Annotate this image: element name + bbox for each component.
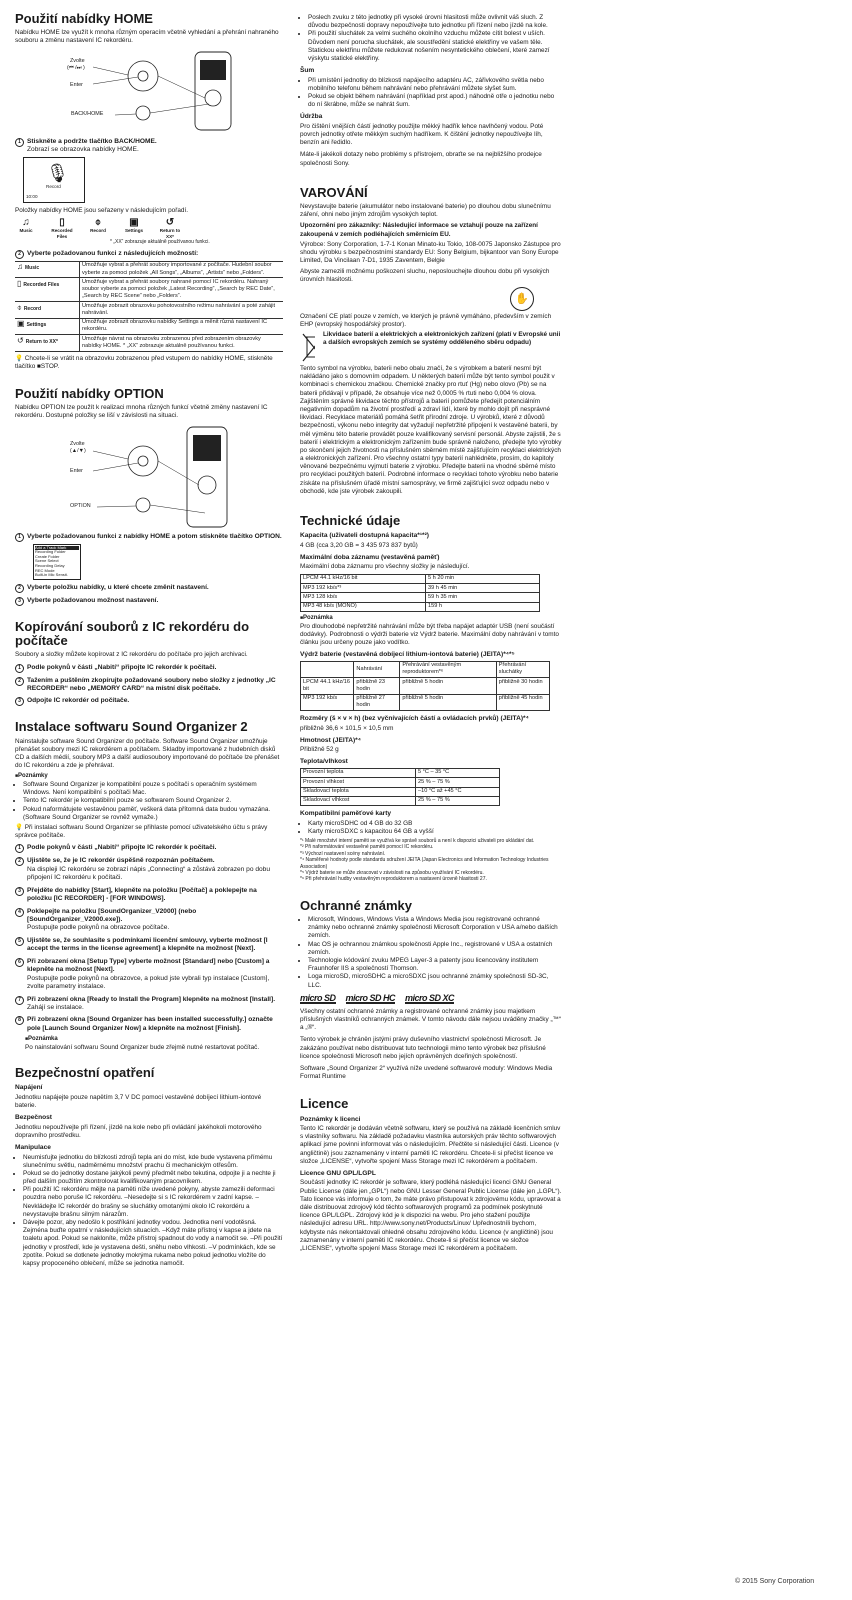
capacity-heading: Kapacita (uživateli dostupná kapacita*¹*²) (300, 532, 429, 540)
option-menu-item: REC Mode (35, 567, 55, 573)
copy-intro: Soubory a složky můžete kopírovat z IC rekordéru do počítače pro jejich archivaci. (15, 651, 248, 659)
software-step-sub: Zahájí se instalace. (27, 1003, 84, 1011)
document-icon: ▯ (17, 278, 22, 288)
battery-table-cell: přibližně 5 hodin (400, 678, 496, 695)
microsd-logos (300, 994, 562, 1004)
home-table-function-name: Settings (26, 322, 47, 329)
capacity-value: 4 GB (cca 3,20 GB = 3 435 973 837 bytů) (300, 541, 418, 549)
card-item: • Karty microSDXC s kapacitou 64 GB a vyšší (308, 828, 562, 836)
handling-item: • Neumisťujte jednotku do blízkosti zdrojů tepla ani do míst, kde bude vystavena přímému slunečnímu světlu, nadměrnému množství prachu či mechanickým otřesům. (23, 1154, 283, 1170)
fig-label-back-home: BACK/HOME (71, 110, 104, 117)
home-screen-display (23, 157, 85, 203)
microphone-icon: ⌽ (17, 302, 22, 312)
microsdxc-logo: micro SD XC (405, 992, 455, 1003)
home-order-text: Položky nabídky HOME jsou seřazeny v následujícím pořadí. (15, 206, 188, 214)
trademarks-p2: Tento výrobek je chráněn jistými právy duševního vlastnictví společnosti Microsoft. Je zakázáno používat nebo distribuovat tuto technologii mimo tento výrobek bez příslušné licence společnosti Microsoft nebo jejích oprávněných dceřiných společností. (300, 1036, 546, 1060)
software-note-item: • Software Sound Organizer je kompatibilní pouze s počítači s operačním systémem Windows. Není kompatibilní s počítači Mac. (23, 781, 283, 797)
weee-block (300, 331, 562, 365)
home-table-row (15, 261, 283, 278)
home-icon-note: * „XX“ zobrazuje aktuálně používanou funkci. (110, 239, 210, 246)
software-notes-title: ■ Poznámky (15, 773, 283, 781)
home-table-function-cell (15, 278, 80, 302)
home-table-row (15, 335, 283, 352)
software-step (15, 937, 283, 954)
software-step-text (27, 844, 216, 853)
option-device-illustration (15, 423, 283, 529)
software-step-sub: Na displeji IC rekordéru se zobrazí nápis „Connecting“ a zůstává zobrazen po dobu připojení IC rekordéru k počítači. (27, 865, 271, 882)
return-icon: ↺ (165, 216, 175, 228)
home-step-1 (15, 138, 283, 155)
music-icon: ♫ (17, 262, 23, 272)
home-table-function-cell (15, 335, 80, 352)
rec-table-cell: MP3 128 kb/s (301, 593, 426, 602)
home-table-row (15, 278, 283, 302)
handling-list (15, 1154, 283, 1269)
safety-title: Bezpečnostní opatření (15, 1065, 155, 1081)
home-step-2: 2 Vyberte požadovanou funkci z následujících možností: (15, 250, 283, 259)
software-steps (15, 844, 283, 1033)
home-table-function-desc: Umožňuje zobrazit obrazovku pohotovostního režimu nahrávání a poté zahájit nahrávání. (80, 302, 284, 319)
handling-heading: Manipulace (15, 1144, 51, 1152)
microphone-icon: 🎙 (46, 162, 69, 183)
maintenance-text: Pro čištění vnějších částí jednotky použijte měkký hadřík lehce navlhčený vodou. Poté povrch jednotky otřete měkkým suchým hadříkem. K čištění jednotky nepoužívejte líh, benzín ani ředidlo. (300, 122, 544, 147)
software-step-text (27, 958, 283, 992)
left-column (15, 0, 283, 1270)
noise-list (300, 77, 562, 110)
copy-step-2: 2 Tažením a puštěním zkopírujte požadované soubory nebo složky z jednotky „IC RECORDER“ nebo „MEMORY CARD“ na místní disk počítače. (15, 677, 283, 694)
battery-header-cell (301, 661, 354, 678)
temperature-table-row (301, 768, 500, 777)
software-step-title: Ujistěte se, že je IC rekordér úspěšně rozpoznán počítačem. (27, 857, 215, 865)
option-fig-label-enter: Enter (70, 467, 83, 474)
weee-heading: Likvidace baterií a elektrických a elektronických zařízení (platí v Evropské unii a dalších evropských zemích se systémy odděleného sběru odpadu) (322, 331, 561, 347)
option-fig-label-select: Zvolte (70, 440, 85, 447)
rec-table-cell: MP3 48 kb/s (MONO) (301, 602, 426, 611)
step-number: 4 (15, 908, 24, 917)
rec-table-cell: 39 h 45 min (426, 583, 540, 592)
battery-table-cell: LPCM 44.1 kHz/16 bit (301, 678, 354, 695)
software-intro: Nainstalujte software Sound Organizer do počítače. Software Sound Organizer umožňuje přenášet soubory mezi IC rekordérem a počítačem. Skladby importované z hudebních disků CD a dalších médií, soubory MP3 a další audiosoubory importované do počítače lze přenášet do IC rekordéru a zde je přehrávat. (15, 737, 280, 770)
home-table-function-name: Recorded Files (23, 281, 60, 288)
specs-section (300, 514, 562, 883)
battery-table-row (301, 694, 550, 711)
home-table-function-name: Return to XX* (25, 338, 58, 345)
tip-icon: 💡 (15, 354, 23, 362)
rec-table-row (301, 574, 540, 583)
home-device-illustration (15, 48, 283, 132)
software-step (15, 844, 283, 853)
battery-table-cell: přibližně 23 hodin (354, 678, 400, 695)
return-icon: ↺ (17, 335, 24, 345)
hearing-warning-icon: ✋ (510, 287, 534, 311)
option-menu-item: Create Folder (35, 553, 60, 559)
licence-text-1: Tento IC rekordér je dodáván včetně softwaru, který se používá na základě licenčních smluv s vlastníky softwaru. Na základě požadavku vlastníka autorských práv těchto softwarových aplikací jsme povinni informovat vás o následujícím. Přečtěte si následující části. Licence (v angličtině) jsou zaznamenány v interní paměti IC rekordéru. Chcete-li si přečíst licence ve složce „LICENSE“, vytvořte spojení Mass Storage mezi IC rekordérem a počítačem. (300, 1125, 561, 1165)
microsd-logo: micro SD (300, 992, 336, 1003)
option-menu-item: Add a Track Mark (35, 546, 79, 551)
rec-table-cell: 159 h (426, 602, 540, 611)
rec-table-row (301, 583, 540, 592)
option-title: Použití nabídky OPTION (15, 385, 164, 401)
option-step-1: 1 Vyberte požadovanou funkci z nabídky HOME a potom stiskněte tlačítko OPTION. (15, 533, 283, 542)
specs-note-title: ■ Poznámka (300, 615, 562, 623)
rec-time-sub: Maximální doba záznamu pro všechny složky je následující. (300, 563, 470, 571)
handling-item: • Při použití IC rekordéru mějte na paměti níže uvedené pokyny, abyste zamezili deformaci pouzdra nebo poruše IC rekordéru. –Nesedejte si s IC rekordérem v zadní kapse. –Nevkládejte IC rekordér do brašny se sluchátky omotanými okolo IC rekordéru a nevystavujte brašnu silným nárazům. (23, 1186, 283, 1219)
software-step (15, 958, 283, 992)
specs-footnotes (300, 838, 562, 883)
screen-record-label: Record (46, 183, 61, 189)
software-step (15, 1016, 283, 1033)
specs-title: Technické údaje (300, 513, 401, 529)
rec-time-table (300, 574, 540, 612)
battery-table (300, 661, 550, 712)
trademark-item: • Mac OS je ochrannou známkou společnosti Apple Inc., registrované v USA a ostatních zemích. (308, 941, 562, 957)
noise-heading: Šum (300, 67, 315, 75)
safety-text: Jednotku nepoužívejte při řízení, jízdě na kole nebo při ovládání jakéhokoli motorového dopravního prostředku. (15, 1123, 262, 1139)
trademark-item: • Technologie kódování zvuku MPEG Layer-3 a patenty jsou licencovány institutem Fraunhofer IIS a společností Thomson. (308, 957, 562, 973)
software-note-item: • Tento IC rekordér je kompatibilní pouze se softwarem Sound Organizer 2. (23, 797, 283, 805)
temperature-table (300, 768, 500, 806)
option-menu-item: Scene Select (35, 558, 59, 564)
software-step-text (27, 1016, 283, 1033)
temperature-heading: Teplota/vlhkost (300, 758, 348, 766)
copyright-footer: © 2015 Sony Corporation (735, 1578, 815, 1585)
licence-section (300, 1097, 562, 1253)
option-step1-text: Vyberte požadovanou funkci z nabídky HOME a potom stiskněte tlačítko OPTION. (27, 532, 282, 540)
software-title: Instalace softwaru Sound Organizer 2 (15, 719, 248, 735)
home-table-function-name: Record (23, 305, 42, 312)
home-icon-settings: ▣ Settings (124, 216, 144, 233)
rec-table-row (301, 593, 540, 602)
trademarks-p1: Všechny ostatní ochranné známky a registrované ochranné známky jsou majetkem příslušných vlastníků ochranných známek. V tomto návodu dále nejsou uváděny značky „™“ a „®“. (300, 1007, 562, 1032)
temperature-table-row (301, 778, 500, 787)
software-note-item: • Pokud naformátujete vestavěnou paměť, veškerá data přítomná data budou vymazána. (Software Sound Organizer se rovněž vymaže.) (23, 806, 283, 822)
noise-item: • Při umístění jednotky do blízkosti napájecího adaptéru AC, zářivkového světla nebo mobilního telefonu během nahrávání nebo přehrávání můžete slyšet šum. (308, 77, 562, 93)
software-step-text (27, 908, 283, 933)
temperature-table-row (301, 787, 500, 796)
software-tip: 💡 Při instalaci softwaru Sound Organizer se přihlaste pomocí uživatelského účtu s právy správce počítače. (15, 824, 268, 840)
warning-title: VAROVÁNÍ (300, 184, 368, 200)
home-step1-text: Stiskněte a podržte tlačítko BACK/HOME. (27, 137, 157, 145)
specs-footnote: *³ Výchozí nastavení scény nahrávání. (300, 850, 386, 857)
crossed-bin-icon (300, 331, 315, 365)
option-step-2: 2 Vyberte položku nabídky, u které chcete změnit nastavení. (15, 584, 283, 593)
battery-header-cell: Nahrávání (354, 661, 400, 678)
software-step-sub: Postupujte podle pokynů na obrazovce, a pokud jste vybrali typ instalace [Custom], zvolte parametry instalace. (27, 974, 270, 991)
licence-text-2: Součástí jednotky IC rekordér je software, který podléhá následující licenci GNU General Public License (dále jen „GPL“) nebo GNU Lesser General Public License (dále jen „LGPL“). Tato licence vás informuje o tom, že máte právo přistupovat k zdrojovému kódu, upravovat a dále distribuovat zdrojový kód těchto softwarových programů za podmínek poskytnuté licence GPL/LGPL. Zdrojový kód je k dispozici na webu. Pro jeho stažení použijte následující adresu URL. http://www.sony.net/Products/Linux/ Upřednostníli bychom, kdybyste nás nekontaktovali ohledně obsahu zdrojového kódu. Licence (v angličtině) jsou zaznamenány v interní paměti IC rekordéru. Chcete-li si přečíst licence ve složce „LICENSE“, vytvořte spojení Mass Storage mezi IC rekordérem a počítačem. (300, 1179, 562, 1252)
home-icon-return: ↺ Return to XX* (159, 216, 181, 239)
rec-table-cell: 5 h 20 min (426, 574, 540, 583)
step-number: 2 (15, 857, 24, 866)
licence-heading-1: Poznámky k licenci (300, 1115, 361, 1123)
toolbox-icon: ▣ (129, 216, 139, 228)
software-notes-list (15, 781, 283, 822)
maintenance-heading: Údržba (300, 113, 323, 121)
specs-footnote: *² Při naformátování vestavěné paměti pomocí IC rekordéru. (300, 844, 434, 851)
rec-table-row (301, 602, 540, 611)
temperature-table-cell: Provozní teplota (301, 768, 416, 777)
home-title: Použití nabídky HOME (15, 11, 153, 26)
rec-time-heading: Maximální doba záznamu (vestavěná paměť) (300, 553, 440, 561)
safety-continued-item: • Poslech zvuku z této jednotky při vysoké úrovni hlasitosti může ovlivnit váš sluch. Z důvodu bezpečnosti dopravy nepoužívejte tuto jednotku při řízení nebo jízdě na kole. (308, 14, 562, 30)
home-table-function-cell (15, 261, 80, 278)
step-number: 5 (15, 937, 24, 946)
software-step-title: Poklepejte na položku [SoundOrganizer_V2000] (nebo [SoundOrganizer_V2000.exe]). (27, 907, 197, 924)
battery-table-cell: přibližně 5 hodin (400, 694, 496, 711)
software-step-text (27, 887, 283, 904)
microsdhc-logo: micro SD HC (345, 992, 396, 1003)
home-section (15, 12, 283, 371)
copy-step-3: 3 Odpojte IC rekordér od počítače. (15, 697, 283, 706)
battery-table-cell: přibližně 45 hodin (496, 694, 549, 711)
cards-heading: Kompatibilní paměťové karty (300, 810, 392, 818)
warning-section (300, 186, 562, 496)
weee-text: Tento symbol na výrobku, baterii nebo obalu značí, že s výrobkem a baterií nesmí být nakládáno jako s domovním odpadem. U některých baterií může být tento symbol použit v kombinaci s chemickou značkou. Chemické značky pro rtuť (Hg) nebo olovo (Pb) se na baterii přidávají v případě, že obsahuje více než 0,0005 % rtuti nebo 0,004 % olova. Zajištěním správné likvidace těchto přístrojů a baterií pomůžete předejít potenciálním negativním dopadům na životní prostředí a zdraví lidí, které by mohlo dojít při nesprávné likvidaci. Recyklace materiálů pomáhá šetřit přírodní zdroje. U výrobků, které z důvodů bezpečnosti, výkonu nebo integrity dat vyžadují nepřetržité připojení k vestavěné baterii, by měl výměnu této baterie provádět pouze kvalifikovaný servisní personál. Abyste zajistili, že s baterií i elektrickým a elektronickým zařízením bude správně naloženo, předejte tyto výrobky po skončení jejich životnosti na příslušném sběrném místě zajišťujícím recyklaci elektrických a elektronických zařízení. Pro všechny ostatní typy baterií nahlédněte, prosím, do kapitoly věnované bezpečnému vyjmutí baterie z výrobku. Předejte baterii na vhodné sběrné místo pro recyklaci použitých baterií. Podrobné informace o recyklaci tohoto výrobku nebo baterie získáte na příslušném úřadě místní samosprávy, ve firmě zajišťující svoz odpadu nebo v obchodě, kde jste výrobek zakoupili. (300, 365, 562, 495)
trademarks-title: Ochranné známky (300, 897, 412, 913)
weight-value: Přibližně 52 g (300, 746, 339, 754)
home-icon-record: ⌽ Record (90, 216, 106, 233)
tip-icon: 💡 (15, 824, 23, 832)
temperature-table-cell: 25 % – 75 % (416, 796, 500, 805)
software-final-note-title: ■ Poznámka (25, 1036, 283, 1044)
safety-heading: Bezpečnost (15, 1114, 53, 1122)
software-step-title: Při zobrazení okna [Sound Organizer has been installed successfully.] označte pole [Launch Sound Organizer Now] a klepněte na možnost [Finish]. (27, 1016, 273, 1032)
fig-label-enter: Enter (70, 81, 83, 88)
specs-footnote: *¹ Malé množství interní paměti se využívá ke správě souborů a není k dispozici uživateli pro ukládání dat. (300, 838, 535, 845)
device-drawing-option (15, 423, 283, 529)
home-intro: Nabídku HOME lze využít k mnoha různým operacím včetně vyhledání a přehrání nahraného souboru a změnu nastavení IC rekordéru. (15, 29, 279, 45)
home-step2-text: Vyberte požadovanou funkci z následujících možností: (27, 249, 199, 257)
rec-table-cell: MP3 192 kb/s*³ (301, 583, 426, 592)
noise-item: • Pokud se objekt během nahrávání (například prst apod.) náhodně otře o jednotku nebo do ní škrábne, může se nahrát šum. (308, 93, 562, 109)
contact-text: Máte-li jakékoli dotazy nebo problémy s přístrojem, obraťte se na nejbližšího prodejce společnosti Sony. (300, 151, 542, 167)
battery-table-cell: přibližně 30 hodin (496, 678, 549, 695)
home-functions-table (15, 261, 283, 352)
option-menu-item: Recording Folder (35, 549, 66, 555)
trademarks-section (300, 899, 562, 1082)
safety-continued-item: • Při použití sluchátek za velmi suchého okolního vzduchu můžete cítit bolest v uších. Důvodem není porucha sluchátek, ale soustředění statické elektřiny ve vašem těle. Statickou elektřinu můžete redukovat nošením nesyntetického oblečení, které zamezí výskytu statické elektřiny. (308, 30, 562, 63)
battery-table-row (301, 678, 550, 695)
eu-heading: Upozornění pro zákazníky: Následující informace se vztahují pouze na zařízení zakoupená v zemích podléhajících směrnicím EU. (300, 222, 538, 238)
specs-footnote: *⁵ Výdrž baterie se může zkracovat v závislosti na způsobu využívání IC rekordéru. (300, 869, 484, 876)
card-item: • Karty microSDHC od 4 GB do 32 GB (308, 820, 562, 828)
trademarks-p3: Software „Sound Organizer 2“ využívá níže uvedené softwarové moduly: Windows Media Format Runtime (300, 1064, 553, 1081)
option-section (15, 387, 283, 606)
document-icon: ▯ (59, 216, 65, 228)
dimensions-value: přibližně 36,6 × 101,5 × 10,5 mm (300, 724, 394, 732)
step-number: 3 (15, 887, 24, 896)
home-icons-row (15, 218, 283, 240)
software-step-text (27, 996, 275, 1013)
power-heading: Napájení (15, 1084, 43, 1092)
battery-table-cell: MP3 192 kb/s (301, 694, 354, 711)
rec-table-cell: LPCM 44.1 kHz/16 bit (301, 574, 426, 583)
music-icon: ♫ (22, 216, 30, 228)
trademarks-list (300, 916, 562, 990)
software-step-text (27, 937, 283, 954)
safety-continued-list (300, 14, 562, 63)
step-number: 7 (15, 996, 24, 1005)
battery-table-cell: přibližně 27 hodin (354, 694, 400, 711)
power-text: Jednotku napájejte pouze napětím 3,7 V DC pomocí vestavěné dobíjecí lithium-iontové baterie. (15, 1093, 262, 1110)
licence-title: Licence (300, 1096, 349, 1112)
temperature-table-cell: 5 °C – 35 °C (416, 768, 500, 777)
eu-text: Výrobce: Sony Corporation, 1-7-1 Konan Minato-ku Tokio, 108-0075 Japonsko Zástupce pro shodu výrobku s bezpečnostními standardy EU: Sony Belgium, bijkantoor van Sony Europe Limited, Da Vincilaan 7-D1, 1935 Zaventem, Belgie (300, 240, 561, 265)
copy-title: Kopírování souborů z IC rekordéru do počítače (15, 618, 250, 649)
software-step-title: Ujistěte se, že souhlasíte s podmínkami licenční smlouvy, vyberte možnost [I accept the terms in the license agreement] a klepněte na možnost [Next]. (27, 936, 268, 953)
option-menu-screen (33, 544, 81, 580)
dimensions-heading: Rozměry (š × v × h) (bez vyčnívajících částí a ovládacích prvků) (JEITA)*⁴ (300, 715, 529, 723)
temperature-table-cell: 25 % – 75 % (416, 778, 500, 787)
fig-label-select: Zvolte (70, 57, 85, 64)
step-number: 1 (15, 138, 24, 147)
safety-section (15, 1066, 283, 1268)
temperature-table-cell: Provozní vlhkost (301, 778, 416, 787)
fig-label-select-keys: (⏮ /⏭ ) (67, 64, 85, 71)
home-icon-music: ♫ Music (19, 216, 33, 233)
device-drawing-home (15, 48, 283, 132)
specs-footnote: *⁴ Naměřené hodnoty podle standardu sdružení JEITA (Japan Electronics and Information Technology Industries Association) (300, 857, 549, 870)
screen-time: 10:00 (26, 193, 38, 199)
software-step (15, 887, 283, 904)
trademark-item: • Microsoft, Windows, Windows Vista a Windows Media jsou registrované ochranné známky nebo ochranné známky společnosti Microsoft Corporation v USA a/nebo dalších zemích. (308, 916, 562, 941)
software-step-title: Při zobrazení okna [Ready to Install the Program] klepněte na možnost [Install]. (27, 995, 276, 1003)
ce-text: Označení CE platí pouze v zemích, ve kterých je právně vymáháno, především v zemích EHP (evropský hospodářský prostor). (300, 312, 552, 328)
software-step-title: Podle pokynů v části „Nabití“ připojte IC rekordér k počítači. (27, 844, 217, 852)
software-section (15, 720, 283, 1052)
warning-text: Nevystavujte baterie (akumulátor nebo instalované baterie) po dlouhou dobu slunečnímu záření, ohni nebo jiným zdrojům vysokých teplot. (300, 202, 551, 219)
option-step-3: 3 Vyberte požadovanou možnost nastavení. (15, 597, 283, 606)
home-table-function-desc: Umožňuje vybrat a přehrát soubory nahrané pomocí IC rekordéru. Nahraný soubor vyberte za pomoci položek „Latest Recording“, „Search by REC Date“, „Search by REC Scene“ nebo „Folders“. (80, 278, 284, 302)
battery-header-cell: Přehrávání sluchátky (496, 661, 549, 678)
home-table-function-name: Music (25, 265, 40, 272)
step-number: 1 (15, 844, 24, 853)
trademark-item: • Loga microSD, microSDHC a microSDXC jsou ochranné známky společnosti SD-3C, LLC. (308, 973, 562, 989)
hearing-text: Abyste zamezili možnému poškození sluchu, neposlouchejte dlouhou dobu při vysokých úrovních hlasitosti. (300, 268, 550, 284)
right-column (300, 14, 562, 1255)
microphone-icon: ⌽ (95, 216, 101, 228)
option-intro: Nabídku OPTION lze použít k realizaci mnoha různých funkcí včetně změny nastavení IC rekordéru. Dostupné položky se liší v závislosti na situaci. (15, 404, 268, 420)
software-step (15, 908, 283, 933)
step-number: 6 (15, 958, 24, 967)
licence-heading-2: Licence GNU GPL/LGPL (300, 1170, 376, 1177)
weight-heading: Hmotnost (JEITA)*⁴ (300, 736, 362, 744)
copy-step-1: 1 Podle pokynů v části „Nabití“ připojte IC rekordér k počítači. (15, 664, 283, 673)
toolbox-icon: ▣ (17, 319, 25, 329)
specs-footnote: *⁶ Při přehrávání hudby vestavěným reproduktorem a nastavení úrovně hlasitosti 27. (300, 876, 487, 883)
home-table-function-cell (15, 318, 80, 335)
battery-header-cell: Přehrávání vestavěným reproduktorem*⁶ (400, 661, 496, 678)
software-step-text (27, 857, 283, 882)
software-final-note: Po nainstalování softwaru Sound Organizer bude zřejmě nutné restartovat počítač. (25, 1043, 260, 1051)
software-step (15, 857, 283, 882)
specs-note-text: Pro dlouhodobé nepřetržité nahrávání může být třeba napájet adaptér USB (není součástí dodávky). Podrobnosti o výdrži baterie viz Výdrž baterie. Maximální doby nahrávání v tomto článku jsou určeny pouze jako vodítko. (300, 622, 559, 647)
option-menu-item: Recording Delay (35, 562, 65, 568)
option-menu-item: Built-in Mic Sensit. (35, 572, 68, 578)
temperature-table-cell: Skladovací teplota (301, 787, 416, 796)
home-table-function-desc: Umožňuje návrat na obrazovku zobrazenou před zobrazením obrazovky nabídky HOME. * „XX“ zobrazuje aktuálně používanou funkci. (80, 335, 284, 352)
handling-item: • Dávejte pozor, aby nedošlo k postříkání jednotky vodou. Jednotka není vodotěsná. Zejména buďte opatrní v následujících situacích. –Když máte přístroj v kapse a jdete na toaletu apod. Pokud se nakloníte, může přístroj spadnout do vody a namočit se. –Při použití jednotky v prostředí, kde je vystavena dešti, sněhu nebo vlhkosti. –V podmínkách, kde se zpotíte. Pokud se dotknete jednotky mokrýma rukama nebo pokud jednotku vložíte do kapsy propoceného oblečení, může se jednotka namočit. (23, 1219, 283, 1268)
home-table-function-desc: Umožňuje vybrat a přehrát soubory importované z počítače. Hudební soubor vyberte za pomoci položek „All Songs“, „Albums“, „Artists“ nebo „Folders“. (80, 261, 284, 278)
home-table-row (15, 302, 283, 319)
temperature-table-cell: Skladovací vlhkost (301, 796, 416, 805)
battery-table-header (301, 661, 550, 678)
handling-item: • Pokud se do jednotky dostane jakýkoli pevný předmět nebo tekutina, odpojte ji a nechte ji před dalším použitím zkontrolovat kvalifikovaným pracovníkem. (23, 1170, 283, 1186)
home-icon-recorded-files: ▯ Recorded Files (51, 216, 73, 239)
software-step-title: Při zobrazení okna [Setup Type] vyberte možnost [Standard] nebo [Custom] a klepněte na možnost [Next]. (27, 957, 270, 974)
home-table-row (15, 318, 283, 335)
option-fig-label-keys: (▲/▼) (70, 447, 86, 454)
home-step1-sub: Zobrazí se obrazovka nabídky HOME. (27, 146, 139, 154)
temperature-table-row (301, 796, 500, 805)
option-fig-label-option: OPTION (70, 502, 91, 509)
copy-section (15, 620, 283, 707)
software-step-title: Přejděte do nabídky [Start], klepněte na položku [Počítač] a poklepejte na položku [IC RECORDER] - [FOR WINDOWS]. (27, 886, 257, 903)
home-table-function-desc: Umožňuje zobrazit obrazovku nabídky Settings a měnit různá nastavení IC rekordéru. (80, 318, 284, 335)
home-tip: 💡 Chcete-li se vrátit na obrazovku zobrazenou před vstupem do nabídky HOME, stiskněte tlačítko ■STOP. (15, 354, 273, 370)
battery-heading: Výdrž baterie (vestavěná dobíjecí lithium-iontová baterie) (JEITA)*⁴*⁵ (300, 651, 515, 659)
software-step (15, 996, 283, 1013)
cards-list (300, 820, 562, 836)
rec-table-cell: 59 h 35 min (426, 593, 540, 602)
temperature-table-cell: –10 °C až +45 °C (416, 787, 500, 796)
home-table-function-cell (15, 302, 80, 319)
software-step-sub: Postupujte podle pokynů na obrazovce počítače. (27, 924, 170, 932)
step-number: 8 (15, 1016, 24, 1025)
